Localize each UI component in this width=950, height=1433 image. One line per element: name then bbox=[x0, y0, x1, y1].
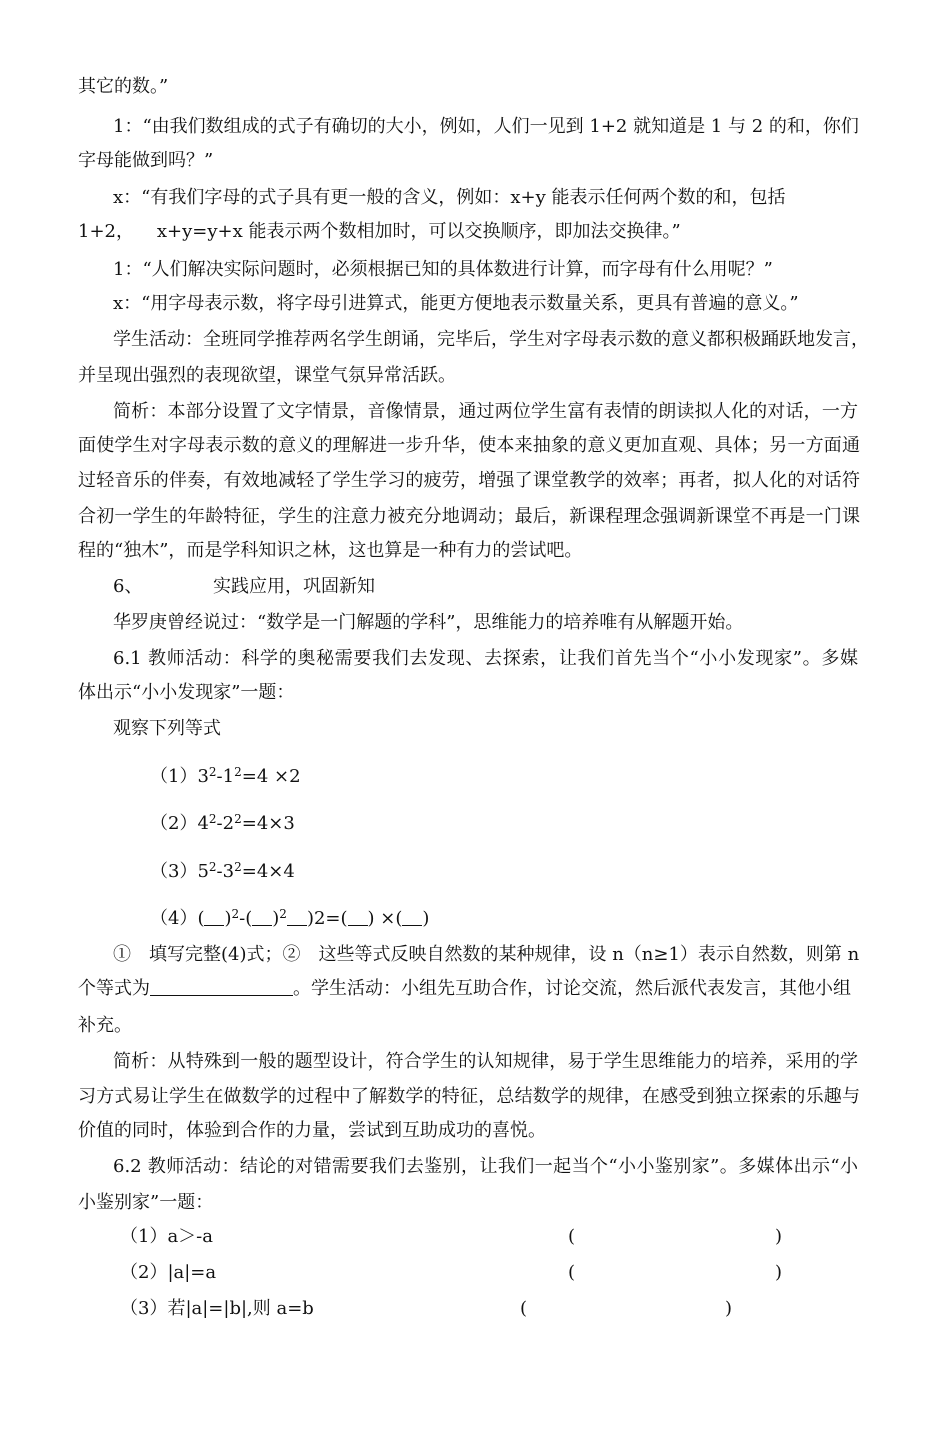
paragraph-line: 简析：从特殊到一般的题型设计，符合学生的认知规律，易于学生思维能力的培养，采用的学 bbox=[113, 1051, 858, 1072]
judge-item-1: （1）a＞-a bbox=[120, 1226, 213, 1247]
equation-1: $(1)3^2-1^2=4 \times 2$ bbox=[150, 765, 301, 787]
paragraph-line: 1+2， x+y=y+x 能表示两个数相加时，可以交换顺序，即加法交换律。” bbox=[78, 221, 681, 242]
answer-blank[interactable] bbox=[204, 909, 224, 926]
paragraph-line: x：“用字母表示数，将字母引进算式，能更方便地表示数量关系，更具有普遍的意义。” bbox=[113, 293, 799, 314]
judge-item-3: （3）若|a|=|b|,则 a=b bbox=[120, 1298, 314, 1319]
judge-paren-close[interactable]: ) bbox=[775, 1262, 783, 1283]
paragraph-line: 价值的同时，体验到合作的力量，尝试到互助成功的喜悦。 bbox=[78, 1120, 546, 1141]
equation-3: $(3)5^2-3^2=4\times 4$ bbox=[150, 860, 295, 882]
paragraph-line: 合初一学生的年龄特征，学生的注意力被充分地调动；最后，新课程理念强调新课堂不再是一门课 bbox=[78, 506, 860, 527]
paragraph-line: 过轻音乐的伴奏，有效地减轻了学生学习的疲劳，增强了课堂教学的效率；再者，拟人化的对话符 bbox=[78, 470, 860, 491]
paragraph-line: 个等式为 。学生活动：小组先互助合作，讨论交流，然后派代表发言，其他小组 bbox=[78, 978, 851, 999]
judge-paren-open[interactable]: ( bbox=[568, 1262, 576, 1283]
paragraph-line: 体出示“小小发现家”一题： bbox=[78, 682, 295, 703]
paragraph-line: 华罗庚曾经说过：“数学是一门解题的学科”，思维能力的培养唯有从解题开始。 bbox=[113, 612, 744, 633]
answer-blank[interactable] bbox=[287, 909, 307, 926]
section-number: 6、 bbox=[113, 576, 143, 597]
paragraph-line: 字母能做到吗？” bbox=[78, 150, 214, 171]
paragraph-line: 小鉴别家”一题： bbox=[78, 1192, 214, 1213]
section-heading: 实践应用，巩固新知 bbox=[213, 576, 375, 597]
paragraph-line: 1：“人们解决实际问题时，必须根据已知的具体数进行计算，而字母有什么用呢？” bbox=[113, 259, 773, 280]
paragraph-line: 简析：本部分设置了文字情景，音像情景，通过两位学生富有表情的朗读拟人化的对话，一方 bbox=[113, 401, 858, 422]
paragraph-line: 并呈现出强烈的表现欲望，课堂气氛异常活跃。 bbox=[78, 365, 456, 386]
paragraph-line: 面使学生对字母表示数的意义的理解进一步升华，使本来抽象的意义更加直观、具体；另一方面通 bbox=[78, 435, 860, 456]
paragraph-line: 1：“由我们数组成的式子有确切的大小，例如，人们一见到 1+2 就知道是 1 与 2 的和，你们 bbox=[113, 116, 859, 137]
equation-4: （4）( )$^2$-( )$^2$ )2=( ) ×( ) bbox=[150, 907, 430, 929]
paragraph-line: 程的“独木”，而是学科知识之林，这也算是一种有力的尝试吧。 bbox=[78, 540, 583, 561]
paragraph-line: 6.2 教师活动：结论的对错需要我们去鉴别，让我们一起当个“小小鉴别家”。多媒体出示“小 bbox=[113, 1156, 858, 1177]
judge-paren-open[interactable]: ( bbox=[520, 1298, 528, 1319]
paragraph-line: 补充。 bbox=[78, 1015, 132, 1036]
paragraph-line: 习方式易让学生在做数学的过程中了解数学的特征，总结数学的规律，在感受到独立探索的乐趣与 bbox=[78, 1086, 860, 1107]
judge-paren-close[interactable]: ) bbox=[775, 1226, 783, 1247]
answer-blank[interactable] bbox=[150, 979, 293, 996]
paragraph-line: 学生活动：全班同学推荐两名学生朗诵，完毕后，学生对字母表示数的意义都积极踊跃地发言， bbox=[113, 329, 869, 350]
judge-item-2: （2）|a|=a bbox=[120, 1262, 217, 1283]
paragraph-line: 观察下列等式 bbox=[113, 718, 221, 739]
judge-paren-close[interactable]: ) bbox=[725, 1298, 733, 1319]
paragraph-line: 6.1 教师活动：科学的奥秘需要我们去发现、去探索，让我们首先当个“小小发现家”。多媒 bbox=[113, 648, 858, 669]
paragraph-line: 其它的数。” bbox=[78, 76, 169, 97]
answer-blank[interactable] bbox=[252, 909, 272, 926]
judge-paren-open[interactable]: ( bbox=[568, 1226, 576, 1247]
equation-2: $(2)4^2-2^2=4\times 3$ bbox=[150, 812, 295, 834]
answer-blank[interactable] bbox=[348, 909, 368, 926]
paragraph-line: x：“有我们字母的式子具有更一般的含义，例如：x+y 能表示任何两个数的和，包括 bbox=[113, 187, 786, 208]
answer-blank[interactable] bbox=[402, 909, 422, 926]
paragraph-line: ① 填写完整(4)式；② 这些等式反映自然数的某种规律，设 n（n≥1）表示自然数，则第 n bbox=[113, 944, 860, 965]
